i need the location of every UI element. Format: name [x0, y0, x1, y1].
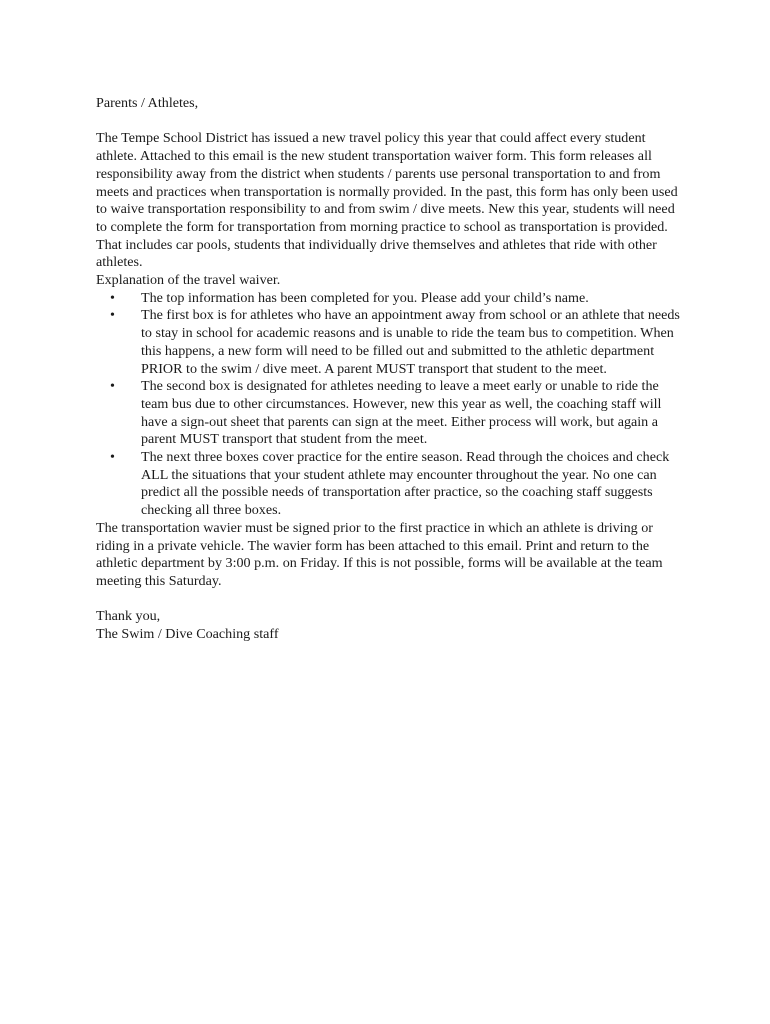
list-item — [96, 290, 686, 308]
letter-page — [96, 95, 686, 644]
intro-paragraph: The Tempe School District has issued a new travel policy this year that could affect every student athlete. Attached to this email is the new student transportation waiver form. This form releases all responsibility away from the district when students / parents use personal transportation to and from meets and practices when transportation is normally provided. In the past, this form has only been used to waive transportation responsibility to and from swim / dive meets. New this year, students will need to complete the form for transportation from morning practice to school as transportation is provided. That includes car pools, students that individually drive themselves and athletes that ride with other athletes. — [96, 130, 678, 271]
bullet-text: The top information has been completed for you. Please add your child’s name. — [141, 289, 589, 306]
sign-off: Thank you, — [96, 608, 161, 625]
list-item — [96, 449, 686, 520]
bullet-text: The first box is for athletes who have an appointment away from school or an athlete that needs to stay in school for academic reasons and is unable to ride the team bus to competition. When this happens, a new form will need to be filled out and submitted to the athletic department PRIOR to the swim / dive meet. A parent MUST transport that student to the meet. — [141, 307, 680, 377]
greeting: Parents / Athletes, — [96, 95, 199, 111]
signature: The Swim / Dive Coaching staff — [96, 626, 279, 643]
list-item — [96, 307, 686, 378]
bullet-text: The second box is designated for athletes needing to leave a meet early or unable to ride the team bus due to other circumstances. However, new this year as well, the coaching staff will have a sign-out sheet that parents can sign at the meet. Either process will work, but again a parent MUST transport that student from the meet. — [141, 378, 662, 448]
explanation-heading: Explanation of the travel waiver. — [96, 272, 281, 289]
bullet-text: The next three boxes cover practice for the entire season. Read through the choices and check ALL the situations that your student athlete may encounter throughout the year. No one can predict all the possible needs of transportation after practice, so the coaching staff suggests checking all three boxes. — [141, 449, 670, 519]
waiver-bullet-list — [96, 290, 686, 520]
list-item — [96, 378, 686, 449]
spacer — [96, 591, 686, 609]
bullet-icon: • — [110, 289, 115, 306]
bullet-icon: • — [110, 307, 115, 324]
closing-paragraph: The transportation wavier must be signed prior to the first practice in which an athlete is driving or riding in a private vehicle. The wavier form has been attached to this email. Print and return to the athletic department by 3:00 p.m. on Friday. If this is not possible, forms will be available at the team meeting this Saturday. — [96, 519, 663, 589]
bullet-icon: • — [110, 449, 115, 466]
spacer — [96, 113, 686, 131]
bullet-icon: • — [110, 378, 115, 395]
